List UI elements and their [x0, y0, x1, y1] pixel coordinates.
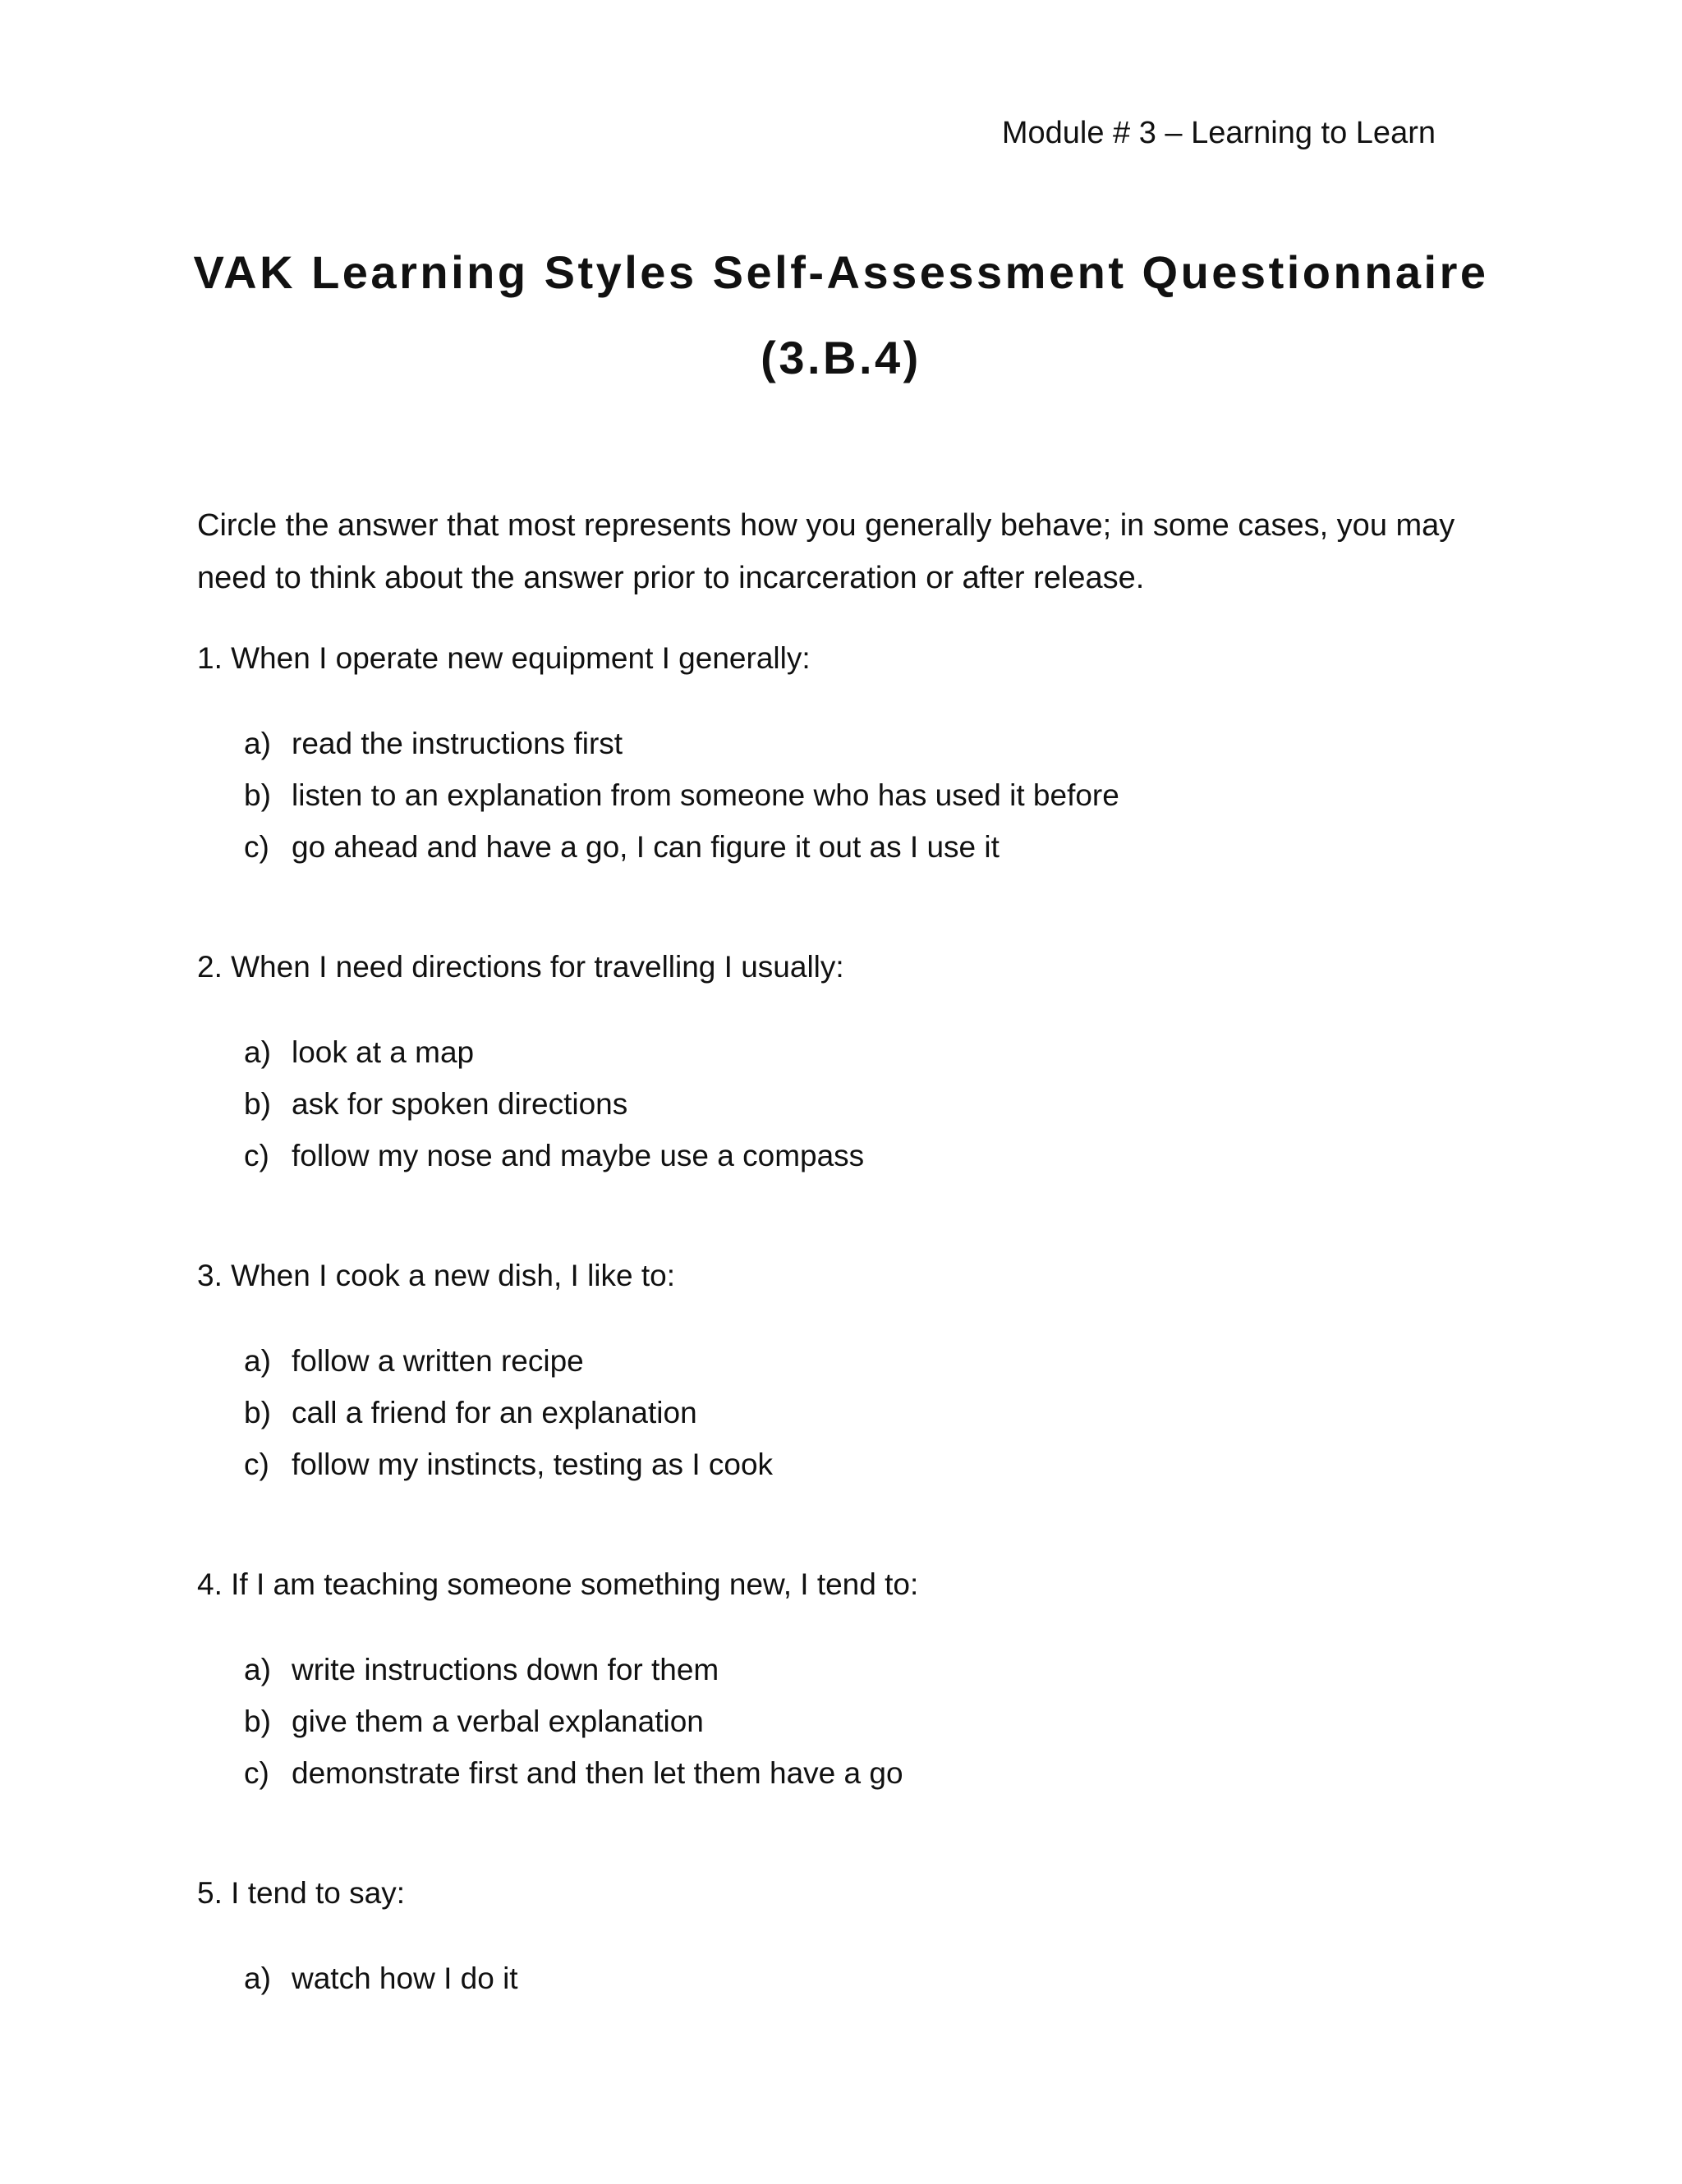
- option-c: [197, 829, 1478, 865]
- option-letter: b): [244, 1087, 271, 1121]
- option-text: watch how I do it: [292, 1961, 518, 1995]
- title-line-1: VAK Learning Styles Self-Assessment Questionnaire: [193, 246, 1489, 298]
- option-text: read the instructions first: [292, 727, 623, 760]
- title-line-2: (3.B.4): [761, 332, 921, 383]
- option-a: [197, 726, 1478, 762]
- option-text: follow my nose and maybe use a compass: [292, 1139, 865, 1172]
- option-letter: c): [244, 1756, 269, 1790]
- option-text: listen to an explanation from someone who has used it before: [292, 778, 1119, 812]
- option-b: [197, 1704, 1478, 1740]
- option-letter: c): [244, 830, 269, 864]
- option-list: [197, 1961, 1478, 1997]
- option-letter: c): [244, 1139, 269, 1172]
- option-a: [197, 1961, 1478, 1997]
- option-b: [197, 1086, 1478, 1122]
- option-text: follow a written recipe: [292, 1344, 584, 1378]
- option-c: [197, 1755, 1478, 1792]
- option-c: [197, 1447, 1478, 1483]
- question-text: 1. When I operate new equipment I generally:: [197, 641, 811, 675]
- option-letter: a): [244, 1344, 271, 1378]
- option-a: [197, 1035, 1478, 1071]
- question-1: [197, 640, 1478, 949]
- question-2: [197, 949, 1478, 1258]
- option-letter: b): [244, 778, 271, 812]
- option-b: [197, 778, 1478, 814]
- question-text: 3. When I cook a new dish, I like to:: [197, 1259, 676, 1292]
- page-title: [0, 230, 1682, 401]
- option-list: [197, 726, 1478, 865]
- option-list: [197, 1035, 1478, 1174]
- option-letter: a): [244, 727, 271, 760]
- option-a: [197, 1343, 1478, 1379]
- question-text: 4. If I am teaching someone something new, I tend to:: [197, 1567, 919, 1601]
- option-text: ask for spoken directions: [292, 1087, 628, 1121]
- option-letter: a): [244, 1035, 271, 1069]
- instructions-paragraph: Circle the answer that most represents how you generally behave; in some cases, you may need to think about the answer prior to incarceration or after release.: [197, 508, 1455, 595]
- module-header: Module # 3 – Learning to Learn: [1001, 116, 1436, 150]
- option-text: demonstrate first and then let them have a go: [292, 1756, 903, 1790]
- option-letter: a): [244, 1653, 271, 1686]
- option-c: [197, 1138, 1478, 1174]
- option-list: [197, 1343, 1478, 1483]
- option-text: call a friend for an explanation: [292, 1396, 697, 1429]
- option-letter: b): [244, 1705, 271, 1738]
- option-letter: a): [244, 1961, 271, 1995]
- option-letter: c): [244, 1448, 269, 1481]
- question-list: [197, 640, 1478, 2184]
- option-text: go ahead and have a go, I can figure it out as I use it: [292, 830, 1000, 864]
- option-a: [197, 1652, 1478, 1688]
- question-5: [197, 1875, 1478, 2184]
- question-3: [197, 1258, 1478, 1567]
- option-text: write instructions down for them: [292, 1653, 719, 1686]
- option-text: look at a map: [292, 1035, 475, 1069]
- option-b: [197, 1395, 1478, 1431]
- option-letter: b): [244, 1396, 271, 1429]
- question-text: 2. When I need directions for travelling I usually:: [197, 950, 844, 984]
- question-text: 5. I tend to say:: [197, 1876, 405, 1910]
- question-4: [197, 1567, 1478, 1875]
- option-text: follow my instincts, testing as I cook: [292, 1448, 774, 1481]
- option-text: give them a verbal explanation: [292, 1705, 704, 1738]
- option-list: [197, 1652, 1478, 1792]
